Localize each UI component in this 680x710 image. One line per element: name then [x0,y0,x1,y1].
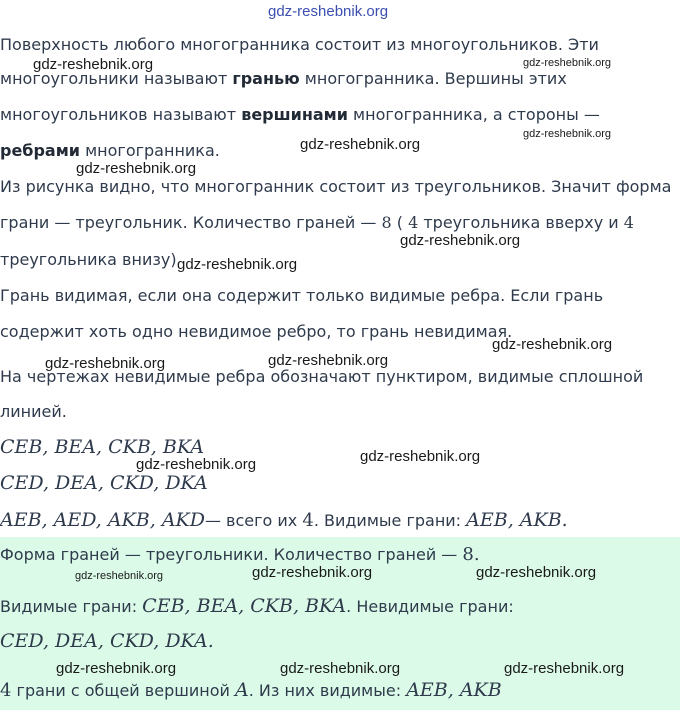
solution-line-4: Грань видимая, если она содержит только видимые ребра. Если грань [0,286,604,305]
watermark: gdz-reshebnik.org [492,336,613,353]
watermark: gdz-reshebnik.org [504,660,625,677]
watermark: gdz-reshebnik.org [360,448,481,465]
watermark: gdz-reshebnik.org [523,128,612,140]
watermark: gdz-reshebnik.org [136,456,257,473]
theory-line-1: Поверхность любого многогранника состоит из многоугольников. Эти [0,35,599,54]
term-edges: ребрами [0,141,81,160]
theory-line-2: многоугольники называют гранью многогранника. Вершины этих [0,69,567,88]
solution-line-7: линией. [0,402,67,421]
answer-line-3: CED, DEA, CKD, DKA. [0,630,214,652]
answer-line-2: Видимые грани: CEB, BEA, CKB, BKA. Невидимые грани: [0,595,514,617]
solution-line-3: треугольника внизу) [0,250,177,269]
watermark: gdz-reshebnik.org [76,160,197,177]
watermark: gdz-reshebnik.org [252,564,373,581]
watermark: gdz-reshebnik.org [300,136,421,153]
solution-line-2: грани — треугольник. Количество граней — 8 ( 4 треугольника вверху и 4 [0,213,634,232]
watermark: gdz-reshebnik.org [268,352,389,369]
solution-line-1: Из рисунка видно, что многогранник состоит из треугольников. Значит форма [0,177,672,196]
faces-group-1: CEB, BEA, CKB, BKA [0,436,204,458]
watermark: gdz-reshebnik.org [268,3,389,20]
watermark: gdz-reshebnik.org [523,57,612,69]
answer-line-4: 4 грани с общей вершиной A. Из них видимые: AEB, AKB [0,679,502,701]
answer-line-1: Форма граней — треугольники. Количество граней — 8. [0,544,480,565]
theory-line-3: многоугольников называют вершинами многогранника, а стороны — [0,105,600,124]
watermark: gdz-reshebnik.org [56,660,177,677]
watermark: gdz-reshebnik.org [280,660,401,677]
theory-line-4: ребрами многогранника. [0,141,220,160]
term-face: гранью [232,69,300,88]
faces-group-3: AEB, AED, AKB, AKD— всего их 4. Видимые грани: AEB, AKB. [0,509,568,531]
term-vertices: вершинами [241,105,348,124]
watermark: gdz-reshebnik.org [33,56,154,73]
watermark: gdz-reshebnik.org [400,232,521,249]
watermark: gdz-reshebnik.org [75,570,164,582]
watermark: gdz-reshebnik.org [45,355,166,372]
watermark: gdz-reshebnik.org [476,564,597,581]
solution-line-5: содержит хоть одно невидимое ребро, то грань невидимая. [0,322,513,341]
faces-group-2: CED, DEA, CKD, DKA [0,472,208,494]
watermark: gdz-reshebnik.org [177,256,298,273]
solution-line-6: На чертежах невидимые ребра обозначают пунктиром, видимые сплошной [0,367,644,386]
